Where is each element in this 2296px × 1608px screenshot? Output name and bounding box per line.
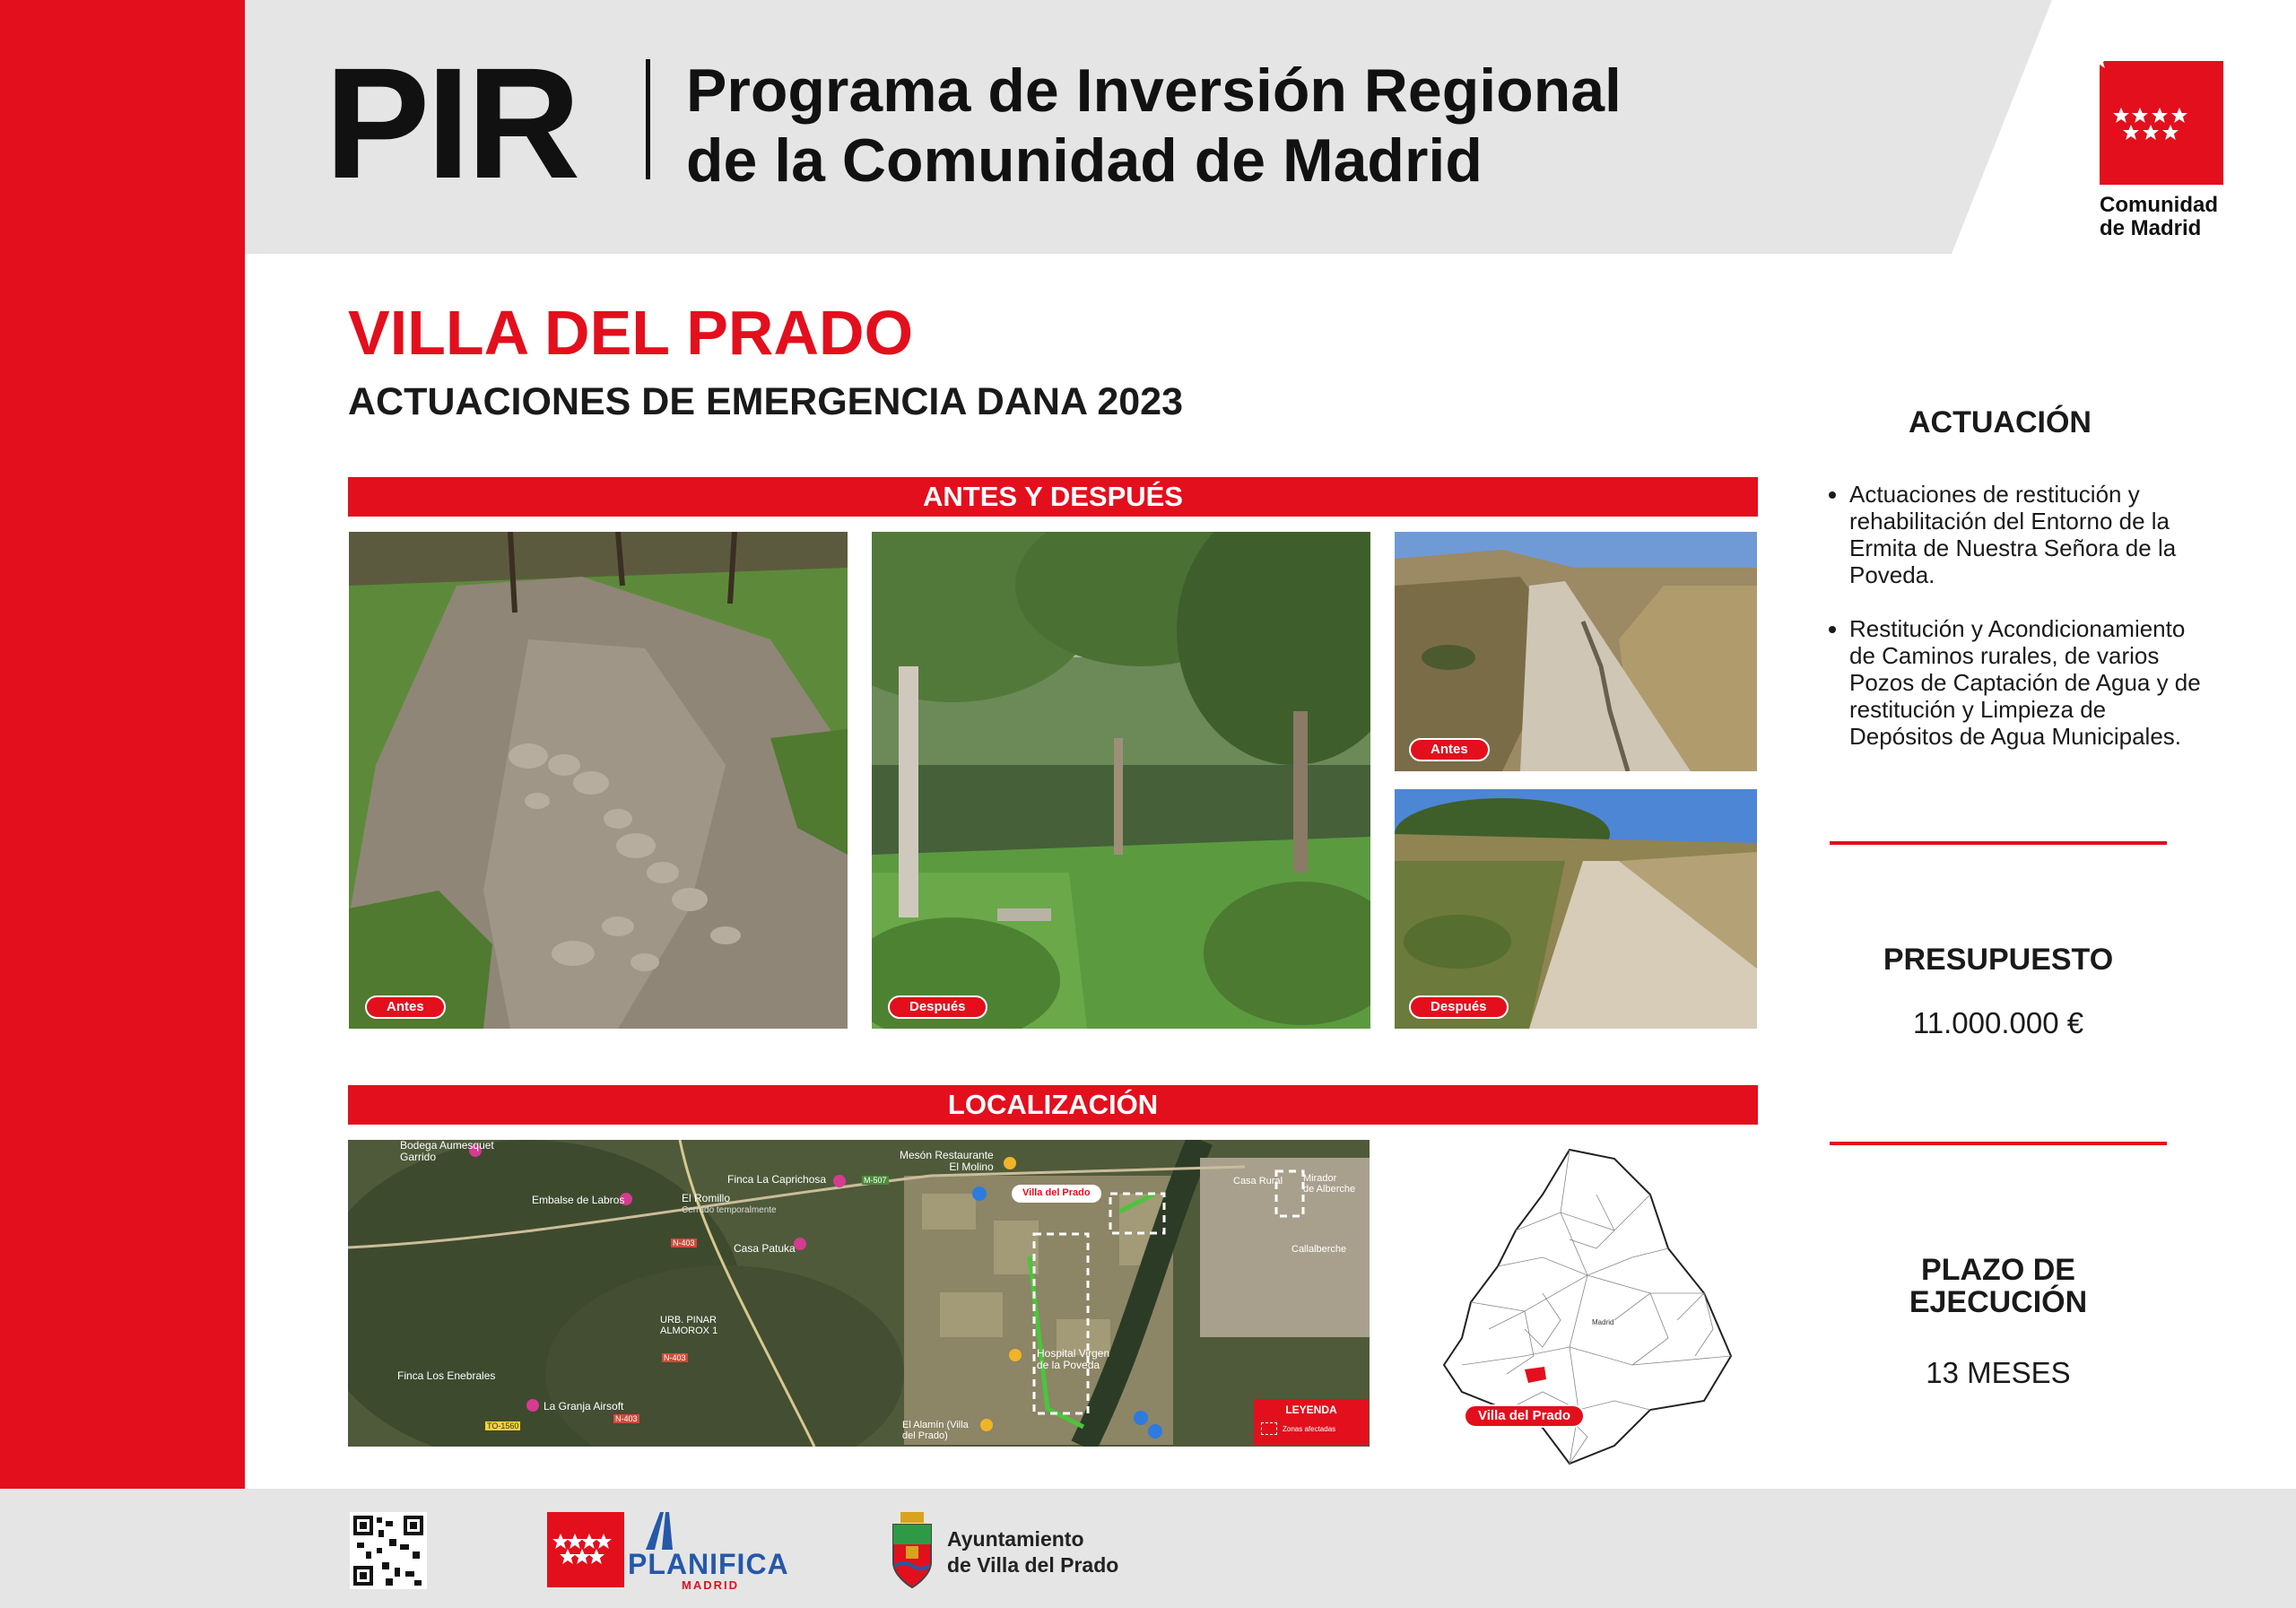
label-before: Antes [365, 995, 446, 1019]
road-label-n403-b: N-403 [664, 1353, 686, 1362]
presupuesto-heading: PRESUPUESTO [1883, 943, 2114, 977]
sidebar-divider-2 [1830, 1142, 2167, 1145]
actuacion-heading: ACTUACIÓN [1909, 405, 2092, 439]
map-label-mirador: Mirador de Alberche [1303, 1173, 1356, 1195]
sidebar-divider-1 [1830, 841, 2167, 845]
map-label-romillo-sub: Cerrado temporalmente [682, 1205, 777, 1215]
map-label-patuka: Casa Patuka [734, 1242, 796, 1255]
comunidad-madrid-footer-logo [547, 1512, 624, 1587]
label-before-road: Antes [1409, 738, 1490, 761]
map-label-villa[interactable]: Villa del Prado [1022, 1187, 1091, 1198]
map-label-enebrales: Finca Los Enebrales [397, 1369, 496, 1382]
park-after-image [872, 532, 1370, 1029]
presupuesto-value: 11.000.000 € [1912, 1006, 2084, 1039]
photo-before-road [1395, 532, 1757, 771]
photos-section-bar: ANTES Y DESPUÉS [348, 477, 1758, 517]
trail-before-image [349, 532, 848, 1029]
pir-acronym: PIR [325, 36, 578, 212]
map-label-caprichosa: Finca La Caprichosa [727, 1173, 827, 1186]
comunidad-madrid-logo-text [2100, 194, 2218, 240]
ayto-line-2: de Villa del Prado [947, 1553, 1119, 1577]
map-label-alamin: El Alamín (Villa del Prado) [902, 1420, 969, 1441]
photo-before-trail [349, 532, 848, 1029]
stars-icon [2100, 61, 2223, 185]
label-after: Después [888, 995, 987, 1019]
road-label-m507: M-507 [864, 1176, 887, 1185]
photo-after-park [872, 532, 1370, 1029]
location-section-bar: LOCALIZACIÓN [348, 1085, 1758, 1125]
region-map-center-label: Madrid [1592, 1318, 1614, 1326]
road-after-image [1395, 789, 1757, 1029]
map-legend [1254, 1399, 1369, 1445]
map-label-casa-rural: Casa Rural [1233, 1176, 1283, 1186]
planifica-logo-subtext: MADRID [682, 1578, 739, 1592]
road-label-n403-a: N-403 [673, 1239, 695, 1247]
footer-band [0, 1489, 2296, 1608]
map-label-hospital: Hospital Virgen de la Poveda [1037, 1347, 1110, 1371]
villa-del-prado-coat-of-arms [890, 1512, 935, 1594]
logo-line-2: de Madrid [2100, 216, 2202, 240]
road-before-image [1395, 532, 1757, 771]
stars-icon [547, 1512, 624, 1587]
satellite-map[interactable] [348, 1140, 1370, 1447]
road-label-to1560: TO-1560 [487, 1421, 519, 1430]
actuacion-item-1: • Actuaciones de restitución y rehabilitación del Entorno de la Ermita de Nuestra Señora de la Poveda. [1849, 481, 2206, 588]
satellite-terrain [348, 1140, 1370, 1447]
ayuntamiento-logo-text [947, 1526, 1118, 1578]
map-label-embalse: Embalse de Labros [532, 1194, 625, 1206]
photo-after-road [1395, 789, 1757, 1029]
map-label-urb: URB. PINAR ALMOROX 1 [660, 1315, 718, 1336]
logo-line-1: Comunidad [2100, 193, 2218, 217]
qr-code-icon [350, 1512, 427, 1589]
plazo-heading [1830, 1254, 2167, 1318]
map-label-bodega: Bodega Aumesquet Garrido [400, 1140, 494, 1163]
project-subtitle: ACTUACIONES DE EMERGENCIA DANA 2023 [348, 380, 1184, 423]
map-label-romillo: El Romillo [682, 1192, 731, 1204]
region-map-town-label: Villa del Prado [1464, 1404, 1585, 1428]
legend-item [1261, 1422, 1369, 1435]
legend-item-label: Zonas afectadas [1283, 1424, 1336, 1433]
map-label-callalberche: Callalberche [1292, 1244, 1347, 1255]
plazo-value: 13 MESES [1926, 1356, 2071, 1389]
program-tagline [686, 56, 1622, 196]
ayto-line-1: Ayuntamiento [947, 1527, 1084, 1551]
map-label-granja: La Granja Airsoft [544, 1400, 624, 1412]
planifica-logo-text: PLANIFICA [628, 1548, 789, 1580]
coat-of-arms-icon [890, 1512, 935, 1589]
comunidad-madrid-logo [2100, 61, 2223, 185]
actuacion-item-2: • Restitución y Acondicionamiento de Caminos rurales, de varios Pozos de Captación de Agua y de restitución y Limpieza de Depósitos de Agua Municipales. [1849, 615, 2206, 750]
region-locator-map [1435, 1141, 1758, 1473]
left-red-band [0, 0, 245, 1489]
tower-icon [628, 1510, 718, 1550]
plazo-heading-line-2: EJECUCIÓN [1909, 1285, 2088, 1319]
actuacion-list [1830, 481, 2206, 777]
tagline-line-1: Programa de Inversión Regional [686, 56, 1622, 125]
qr-code[interactable] [350, 1512, 427, 1589]
tagline-line-2: de la Comunidad de Madrid [686, 126, 1483, 195]
header-divider [646, 59, 650, 179]
town-title: VILLA DEL PRADO [348, 298, 914, 368]
road-label-n403-c: N-403 [615, 1414, 638, 1423]
legend-title: LEYENDA [1285, 1404, 1337, 1416]
map-label-meson: Mesón Restaurante El Molino [900, 1149, 994, 1173]
label-after-road: Después [1409, 995, 1509, 1019]
dashed-box-icon [1261, 1422, 1277, 1435]
plazo-heading-line-1: PLAZO DE [1921, 1253, 2075, 1287]
